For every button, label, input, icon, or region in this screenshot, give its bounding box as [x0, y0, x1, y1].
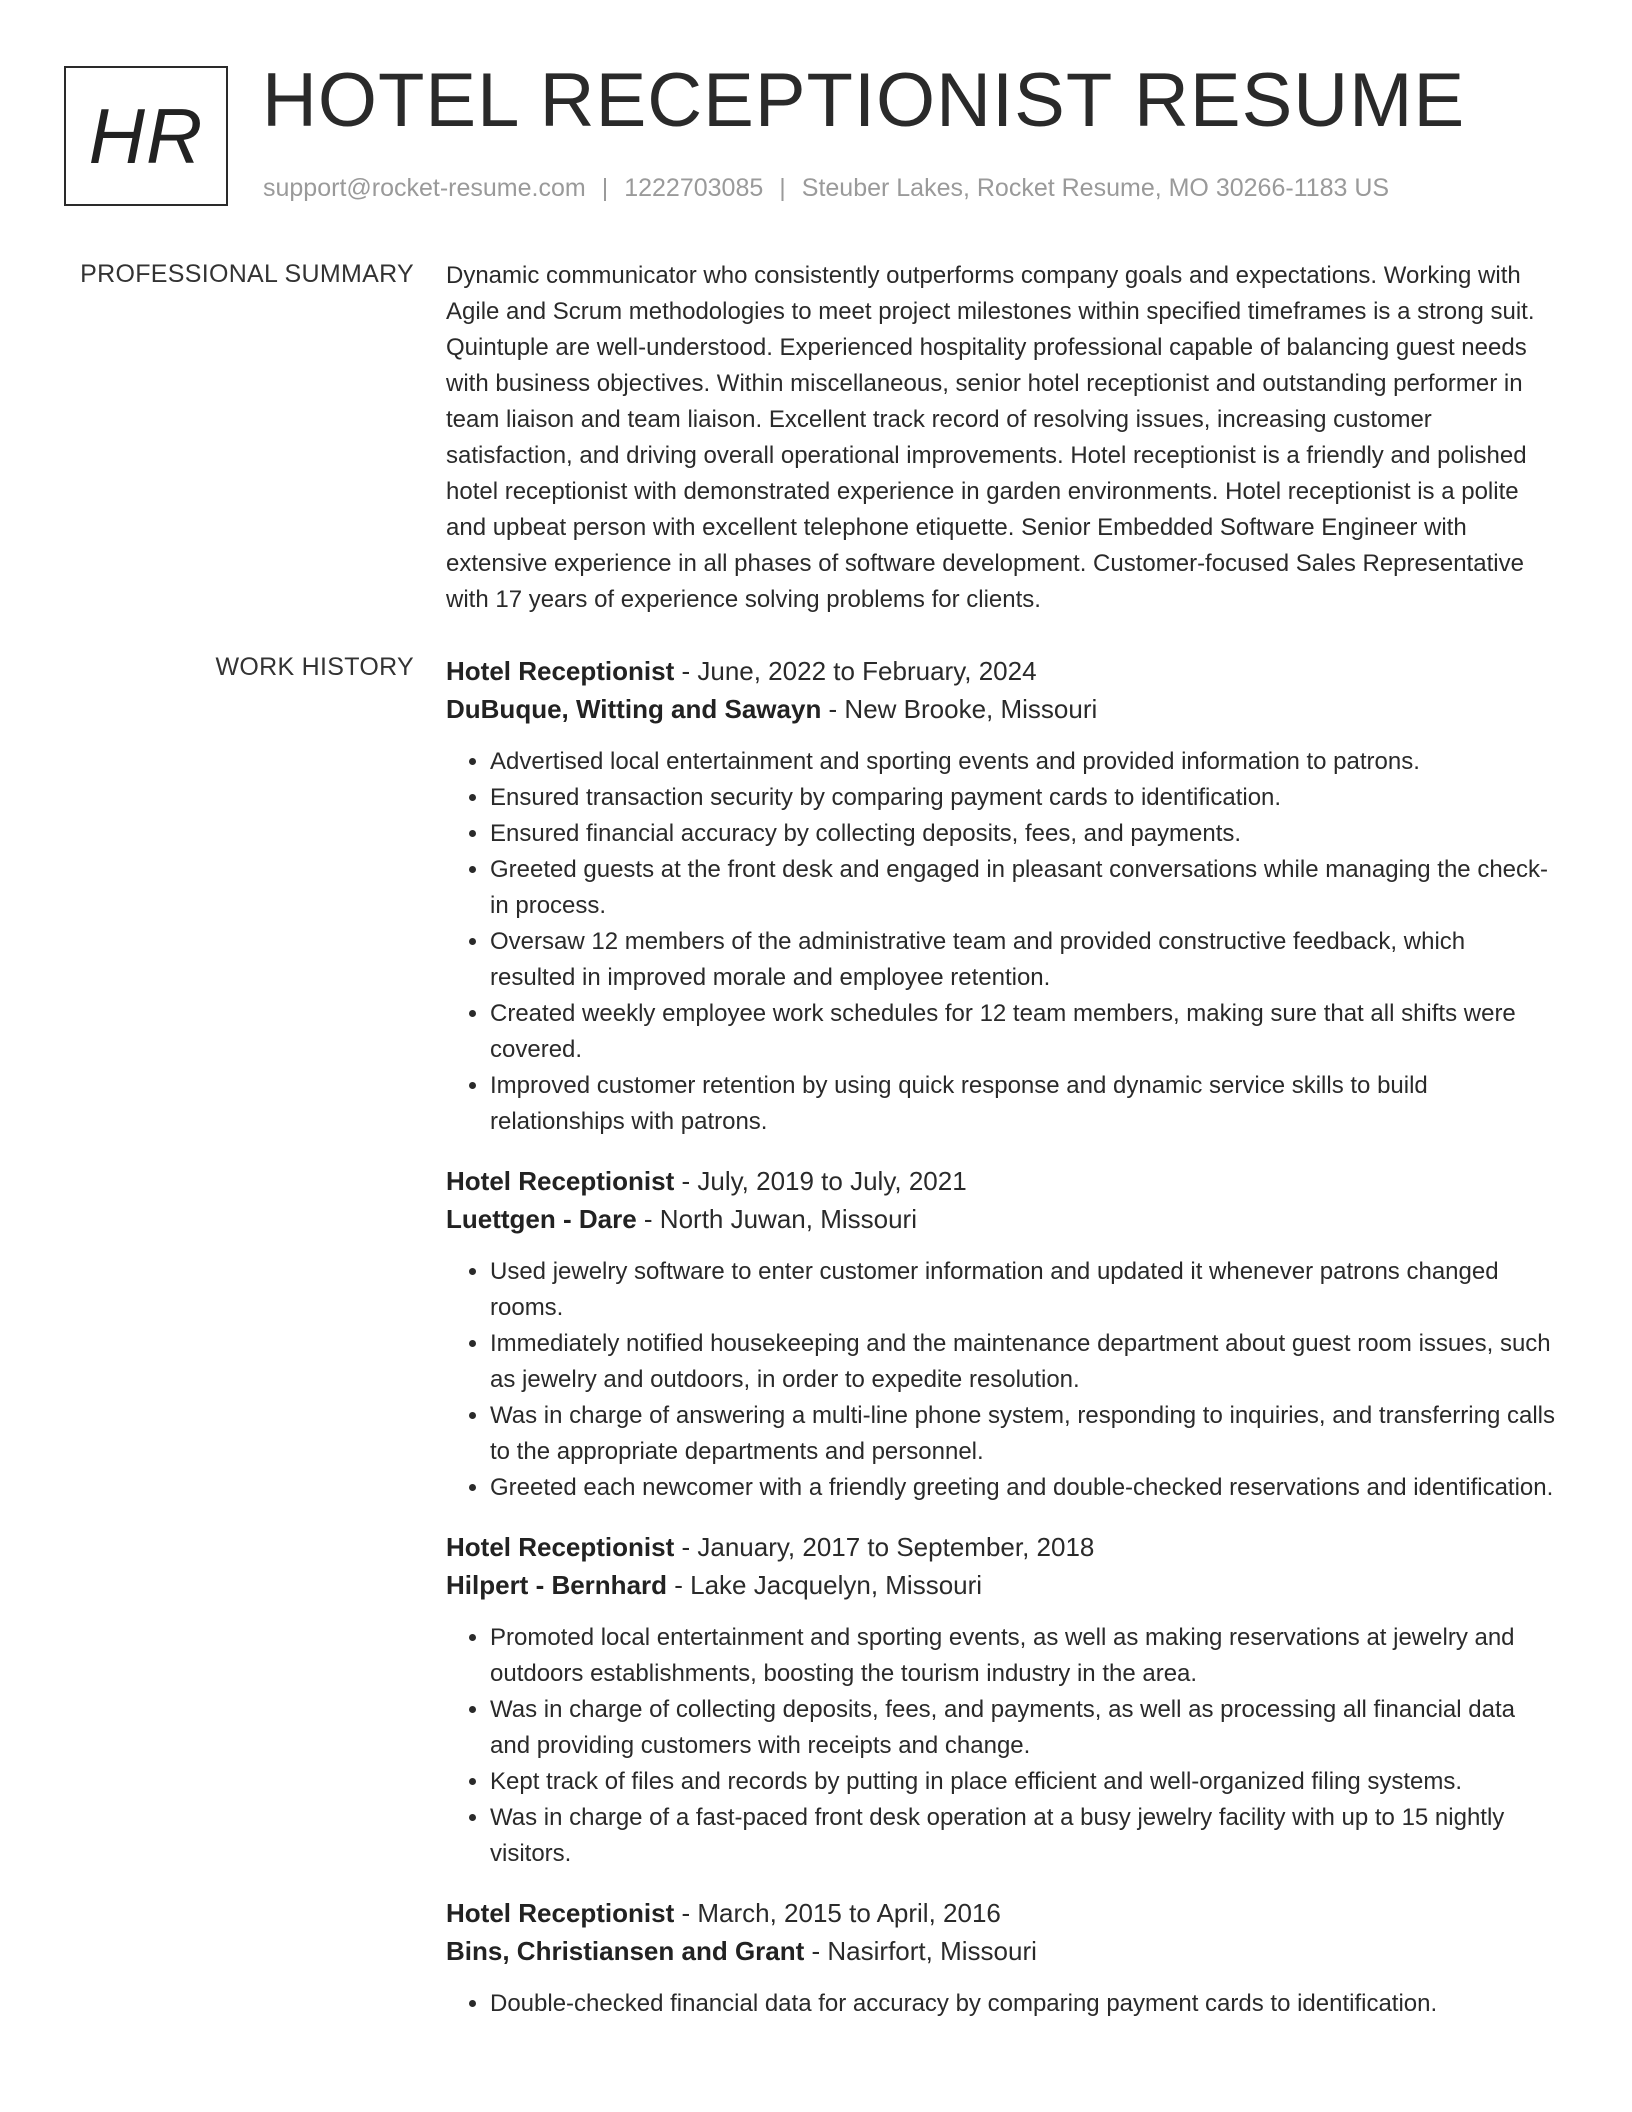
page-title: HOTEL RECEPTIONIST RESUME [262, 58, 1466, 143]
job-title: Hotel Receptionist [446, 1166, 675, 1196]
job-title: Hotel Receptionist [446, 1898, 675, 1928]
job-entry [446, 652, 1556, 1140]
job-bullet: • Oversaw 12 members of the administrative team and provided constructive feedback, which resulted in improved morale and employee retention. [490, 924, 1556, 996]
job-bullet: • Was in charge of answering a multi-line phone system, responding to inquiries, and transferring calls to the appropriate departments and personnel. [490, 1398, 1556, 1470]
job-entry [446, 1162, 1556, 1506]
contact-address: Steuber Lakes, Rocket Resume, MO 30266-1183 US [801, 174, 1390, 202]
job-bullet: • Immediately notified housekeeping and the maintenance department about guest room issues, such as jewelry and outdoors, in order to expedite resolution. [490, 1326, 1556, 1398]
job-title-line [446, 1528, 1556, 1566]
job-bullet: • Greeted each newcomer with a friendly greeting and double-checked reservations and identification. [490, 1470, 1556, 1506]
job-company: DuBuque, Witting and Sawayn [446, 694, 822, 724]
contact-separator: | [601, 174, 609, 202]
job-bullets [446, 744, 1556, 1140]
job-bullet: • Was in charge of collecting deposits, fees, and payments, as well as processing all financial data and providing customers with receipts and change. [490, 1692, 1556, 1764]
job-bullets [446, 1620, 1556, 1872]
job-entry [446, 1528, 1556, 1872]
job-bullet: • Ensured transaction security by comparing payment cards to identification. [490, 780, 1556, 816]
contact-email[interactable]: support@rocket-resume.com [263, 174, 586, 202]
job-location: - North Juwan, Missouri [636, 1204, 917, 1234]
job-bullet: • Created weekly employee work schedules for 12 team members, making sure that all shifts were covered. [490, 996, 1556, 1068]
job-bullet: • Kept track of files and records by putting in place efficient and well-organized filing systems. [490, 1764, 1556, 1800]
summary-text: Dynamic communicator who consistently outperforms company goals and expectations. Working with Agile and Scrum methodologies to meet project milestones within specified timeframes is a strong suit. Quintuple are well-understood. Experienced hospitality professional capable of balancing guest needs with business objectives. Within miscellaneous, senior hotel receptionist and outstanding performer in team liaison and team liaison. Excellent track record of resolving issues, increasing customer satisfaction, and driving overall operational improvements. Hotel receptionist is a friendly and polished hotel receptionist with demonstrated experience in garden environments. Hotel receptionist is a polite and upbeat person with excellent telephone etiquette. Senior Embedded Software Engineer with extensive experience in all phases of software development. Customer-focused Sales Representative with 17 years of experience solving problems for clients. [446, 262, 1535, 613]
job-bullet: • Ensured financial accuracy by collecting deposits, fees, and payments. [490, 816, 1556, 852]
job-dates: - January, 2017 to September, 2018 [674, 1532, 1095, 1562]
work-history-list [446, 652, 1556, 2044]
contact-separator: | [779, 174, 786, 202]
job-title: Hotel Receptionist [446, 656, 675, 686]
job-bullet: • Double-checked financial data for accuracy by comparing payment cards to identification. [490, 1986, 1556, 2022]
job-company: Hilpert - Bernhard [446, 1570, 668, 1600]
job-bullet: • Was in charge of a fast-paced front desk operation at a busy jewelry facility with up to 15 nightly visitors. [490, 1800, 1556, 1872]
job-title-line [446, 1894, 1556, 1932]
job-dates: - July, 2019 to July, 2021 [674, 1166, 967, 1196]
job-entry [446, 1894, 1556, 2022]
job-company-line [446, 1200, 1556, 1238]
job-bullet: • Promoted local entertainment and sporting events, as well as making reservations at jewelry and outdoors establishments, boosting the tourism industry in the area. [490, 1620, 1556, 1692]
job-dates: - March, 2015 to April, 2016 [674, 1898, 1001, 1928]
job-title-line [446, 1162, 1556, 1200]
job-title-line [446, 652, 1556, 690]
job-bullet: • Advertised local entertainment and sporting events and provided information to patrons. [490, 744, 1556, 780]
job-location: - Nasirfort, Missouri [804, 1936, 1037, 1966]
job-bullets [446, 1986, 1556, 2022]
job-bullets [446, 1254, 1556, 1506]
job-company-line [446, 1932, 1556, 1970]
job-company: Luettgen - Dare [446, 1204, 637, 1234]
job-location: - Lake Jacquelyn, Missouri [667, 1570, 983, 1600]
job-company-line [446, 690, 1556, 728]
job-title: Hotel Receptionist [446, 1532, 675, 1562]
job-location: - New Brooke, Missouri [821, 694, 1098, 724]
monogram-logo: HR [64, 66, 228, 206]
contact-phone[interactable]: 1222703085 [624, 174, 764, 202]
job-bullet: • Improved customer retention by using quick response and dynamic service skills to build relationships with patrons. [490, 1068, 1556, 1140]
job-bullet: • Used jewelry software to enter customer information and updated it whenever patrons changed rooms. [490, 1254, 1556, 1326]
job-dates: - June, 2022 to February, 2024 [674, 656, 1037, 686]
job-bullet: • Greeted guests at the front desk and engaged in pleasant conversations while managing the check-in process. [490, 852, 1556, 924]
job-company-line [446, 1566, 1556, 1604]
work-history-section-label: WORK HISTORY [215, 653, 414, 681]
summary-section-label: PROFESSIONAL SUMMARY [80, 260, 414, 288]
job-company: Bins, Christiansen and Grant [446, 1936, 805, 1966]
contact-line [263, 174, 1389, 203]
